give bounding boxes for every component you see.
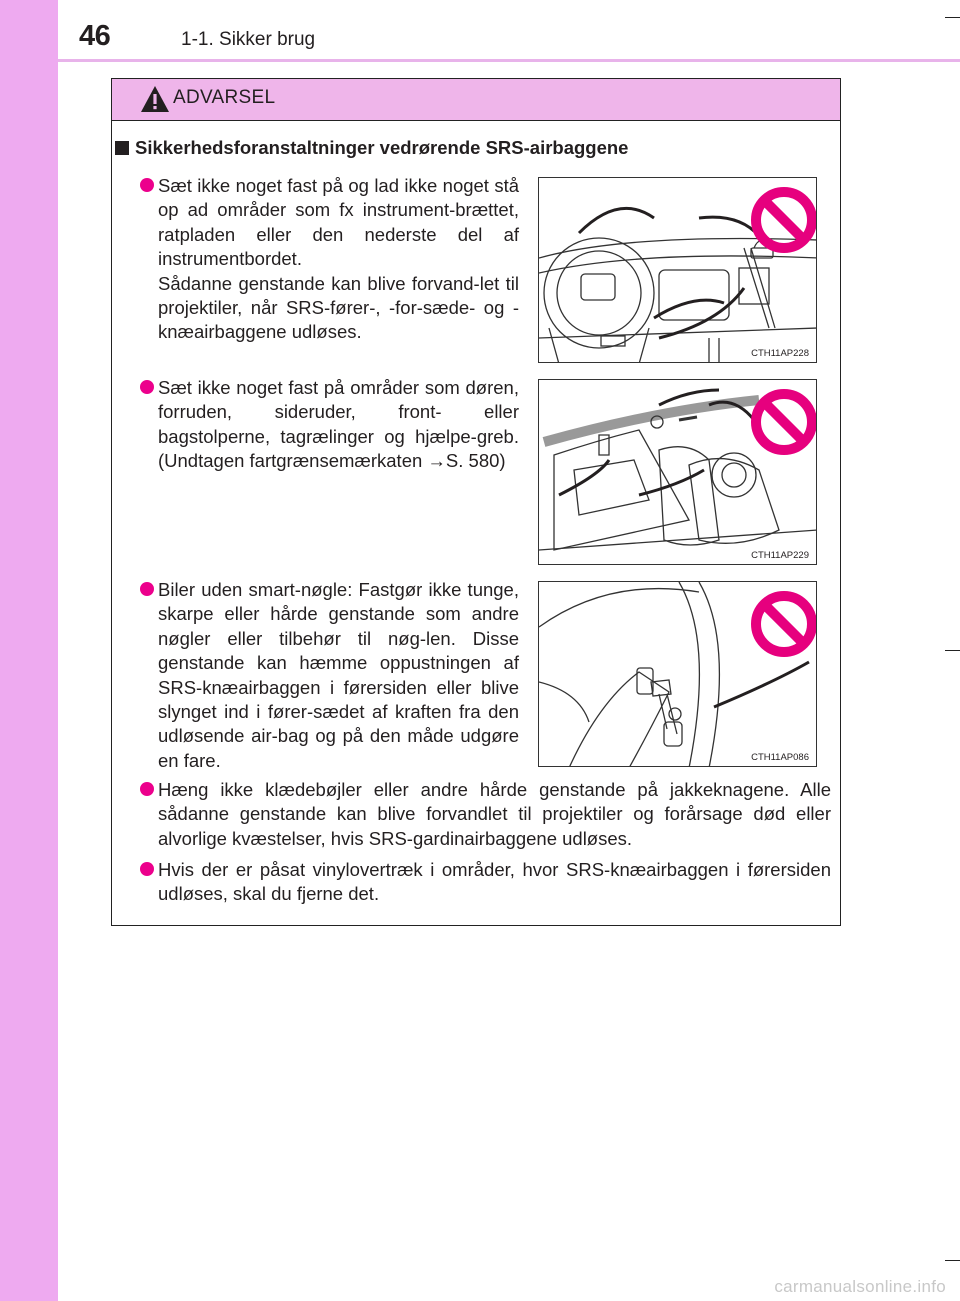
illustration-key (538, 581, 817, 767)
section-title: 1-1. Sikker brug (181, 29, 316, 50)
crop-mark (945, 650, 960, 651)
subheading-text: Sikkerhedsforanstaltninger vedrørende SRS-airbaggene (135, 137, 629, 158)
bullet-icon (140, 862, 154, 876)
warning-header (112, 79, 840, 121)
watermark: carmanualsonline.info (774, 1277, 946, 1296)
crop-mark (945, 17, 960, 18)
bullet-icon (140, 380, 154, 394)
figure-code: CTH11AP229 (751, 550, 809, 561)
prohibition-icon (539, 178, 817, 363)
prohibition-icon (539, 582, 817, 767)
warning-box (111, 78, 841, 926)
side-tab-strip (0, 0, 58, 1301)
figure-code: CTH11AP086 (751, 752, 809, 763)
illustration-interior (538, 379, 817, 565)
square-bullet-icon (115, 141, 129, 155)
illustration-dashboard (538, 177, 817, 363)
warning-triangle-icon (140, 85, 170, 113)
crop-mark (945, 1260, 960, 1261)
bullet-icon (140, 582, 154, 596)
warning-subheading (115, 137, 628, 159)
warning-item: Hvis der er påsat vinylovertræk i områder, hvor SRS-knæairbaggen i førersiden udløses, skal du fjerne det. (158, 859, 831, 905)
warning-item: Biler uden smart-nøgle: Fastgør ikke tunge, skarpe eller hårde genstande som andre nøgler eller tilbehør til nøg-len. Disse genstande kan hæmme oppustningen af SRS-knæairbaggen i førersiden eller blive slynget ind i fører-sædet af kraften fra den udløsende air-bag og på den måde udgøre en fare. (158, 579, 519, 771)
warning-item: Sæt ikke noget fast på og lad ikke noget stå op ad områder som fx instrument-brættet, ratpladen eller den nederste del af instrumentbordet. Sådanne genstande kan blive forvand-let til projektiler, når SRS-fører-, -for-sæde- og -knæairbaggene udløses. (158, 175, 519, 343)
bullet-icon (140, 782, 154, 796)
bullet-icon (140, 178, 154, 192)
warning-item: Hæng ikke klædebøjler eller andre hårde genstande på jakkeknagene. Alle sådanne genstande kan blive forvandlet til projektiler og forårsage død eller alvorlige kvæstelser, hvis SRS-gardinairbaggene udløses. (158, 779, 831, 849)
prohibition-icon (539, 380, 817, 565)
header-rule (58, 59, 960, 62)
warning-label: ADVARSEL (173, 87, 276, 108)
figure-code: CTH11AP228 (751, 348, 809, 359)
warning-item: Sæt ikke noget fast på områder som døren, forruden, sideruder, front- eller bagstolperne, tagrælinger og hjælpe-greb. (Undtagen fartgrænsemærkaten →S. 580) (158, 377, 519, 472)
page-number: 46 (79, 20, 111, 52)
